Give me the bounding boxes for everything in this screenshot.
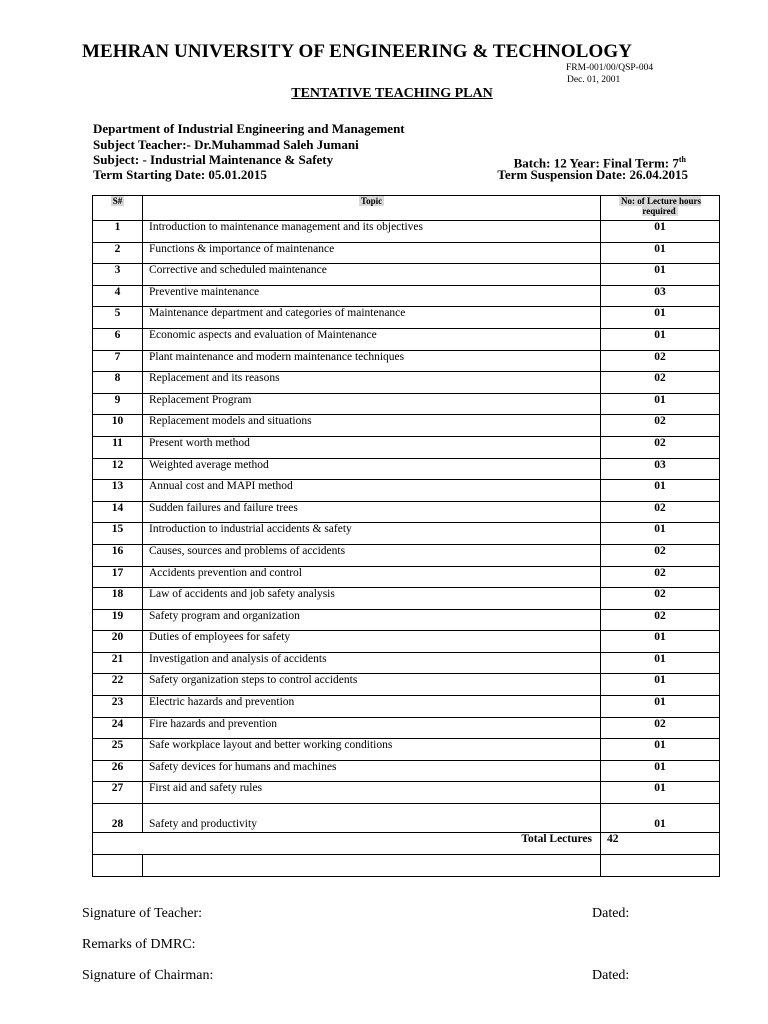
table-row: [93, 739, 720, 761]
row-hours: 01: [601, 221, 720, 243]
row-hours: 02: [601, 609, 720, 631]
row-sno: 24: [93, 717, 143, 739]
total-lectures-value: 42: [601, 833, 720, 855]
table-row: [93, 264, 720, 286]
row-hours: 02: [601, 544, 720, 566]
row-sno: 3: [93, 264, 143, 286]
row-topic: Corrective and scheduled maintenance: [143, 264, 601, 286]
dated-label-teacher: Dated:: [592, 906, 630, 921]
row-hours: 01: [601, 631, 720, 653]
row-topic: First aid and safety rules: [143, 782, 601, 804]
row-topic: Preventive maintenance: [143, 285, 601, 307]
row-hours: 01: [601, 760, 720, 782]
row-sno: 22: [93, 674, 143, 696]
row-hours: 02: [601, 501, 720, 523]
row-topic: Replacement and its reasons: [143, 372, 601, 394]
row-hours: 02: [601, 350, 720, 372]
row-topic: Safety and productivity: [143, 804, 601, 833]
table-row: [93, 393, 720, 415]
row-topic: Duties of employees for safety: [143, 631, 601, 653]
row-hours: 02: [601, 415, 720, 437]
row-sno: 2: [93, 242, 143, 264]
row-hours: 01: [601, 328, 720, 350]
row-hours: 02: [601, 436, 720, 458]
row-sno: 7: [93, 350, 143, 372]
row-sno: 13: [93, 480, 143, 502]
table-row: [93, 501, 720, 523]
table-row: [93, 328, 720, 350]
row-hours: 03: [601, 458, 720, 480]
row-topic: Annual cost and MAPI method: [143, 480, 601, 502]
row-sno: 5: [93, 307, 143, 329]
table-row: [93, 480, 720, 502]
table-row: [93, 544, 720, 566]
row-topic: Causes, sources and problems of accidents: [143, 544, 601, 566]
empty-topic-cell: [143, 854, 601, 876]
row-topic: Maintenance department and categories of maintenance: [143, 307, 601, 329]
row-topic: Law of accidents and job safety analysis: [143, 588, 601, 610]
term-start-date: Term Starting Date: 05.01.2015: [93, 167, 267, 182]
row-sno: 4: [93, 285, 143, 307]
row-topic: Functions & importance of maintenance: [143, 242, 601, 264]
table-row: [93, 804, 720, 833]
row-topic: Weighted average method: [143, 458, 601, 480]
header-sno-label: S#: [112, 196, 123, 206]
table-body: [93, 221, 720, 877]
row-hours: 01: [601, 242, 720, 264]
table-row: [93, 696, 720, 718]
header-topic-label: Topic: [360, 196, 383, 206]
chairman-signature-label: Signature of Chairman:: [82, 968, 214, 983]
row-topic: Electric hazards and prevention: [143, 696, 601, 718]
table-row: [93, 350, 720, 372]
row-sno: 16: [93, 544, 143, 566]
teacher-signature-label: Signature of Teacher:: [82, 906, 203, 921]
table-row: [93, 609, 720, 631]
term-superscript: th: [678, 155, 686, 164]
university-title: MEHRAN UNIVERSITY OF ENGINEERING & TECHNOLOGY: [82, 41, 633, 62]
row-sno: 27: [93, 782, 143, 804]
row-sno: 19: [93, 609, 143, 631]
row-hours: 01: [601, 264, 720, 286]
term-suspension-date: Term Suspension Date: 26.04.2015: [497, 167, 688, 182]
form-code: FRM-001/00/QSP-004: [566, 63, 654, 73]
dated-label-chairman: Dated:: [592, 968, 630, 983]
row-hours: 02: [601, 566, 720, 588]
row-topic: Investigation and analysis of accidents: [143, 652, 601, 674]
table-row: [93, 458, 720, 480]
row-topic: Plant maintenance and modern maintenance techniques: [143, 350, 601, 372]
form-reference: [566, 62, 653, 86]
table-row: [93, 566, 720, 588]
table-header-row: [93, 196, 720, 221]
table-row: [93, 652, 720, 674]
row-hours: 02: [601, 372, 720, 394]
row-hours: 01: [601, 393, 720, 415]
row-sno: 11: [93, 436, 143, 458]
header-sno: [93, 196, 143, 221]
row-topic: Safety organization steps to control accidents: [143, 674, 601, 696]
row-topic: Replacement models and situations: [143, 415, 601, 437]
table-row: [93, 717, 720, 739]
row-hours: 01: [601, 652, 720, 674]
total-lectures-label: Total Lectures: [93, 833, 601, 855]
dmrc-remarks-label: Remarks of DMRC:: [82, 937, 196, 952]
row-sno: 15: [93, 523, 143, 545]
row-sno: 26: [93, 760, 143, 782]
row-hours: 02: [601, 588, 720, 610]
subject-teacher: Subject Teacher:- Dr.Muhammad Saleh Jumani: [93, 137, 359, 152]
row-topic: Present worth method: [143, 436, 601, 458]
table-row: [93, 307, 720, 329]
row-topic: Introduction to maintenance management and its objectives: [143, 221, 601, 243]
teaching-plan-table: [92, 195, 720, 877]
department-name: Department of Industrial Engineering and Management: [93, 121, 405, 136]
table-row: [93, 674, 720, 696]
row-sno: 18: [93, 588, 143, 610]
row-topic: Fire hazards and prevention: [143, 717, 601, 739]
row-topic: Safe workplace layout and better working conditions: [143, 739, 601, 761]
row-hours: 01: [601, 739, 720, 761]
row-sno: 1: [93, 221, 143, 243]
row-topic: Economic aspects and evaluation of Maintenance: [143, 328, 601, 350]
row-hours: 02: [601, 717, 720, 739]
form-date: Dec. 01, 2001: [567, 75, 621, 85]
row-sno: 9: [93, 393, 143, 415]
table-row: [93, 760, 720, 782]
plan-title: TENTATIVE TEACHING PLAN: [291, 86, 493, 101]
row-hours: 01: [601, 696, 720, 718]
table-row: [93, 631, 720, 653]
table-row: [93, 285, 720, 307]
subject-name: Subject: - Industrial Maintenance & Safety: [93, 152, 334, 167]
header-hours-label: No: of Lecture hours required: [620, 196, 702, 216]
empty-sno-cell: [93, 854, 143, 876]
row-topic: Introduction to industrial accidents & safety: [143, 523, 601, 545]
row-hours: 03: [601, 285, 720, 307]
row-sno: 25: [93, 739, 143, 761]
row-hours: 01: [601, 782, 720, 804]
row-topic: Replacement Program: [143, 393, 601, 415]
table-row: [93, 588, 720, 610]
row-topic: Safety program and organization: [143, 609, 601, 631]
header-hours: [601, 196, 720, 221]
table-row: [93, 523, 720, 545]
row-sno: 8: [93, 372, 143, 394]
row-sno: 6: [93, 328, 143, 350]
row-topic: Accidents prevention and control: [143, 566, 601, 588]
row-sno: 28: [93, 804, 143, 833]
row-topic: Safety devices for humans and machines: [143, 760, 601, 782]
row-hours: 01: [601, 804, 720, 833]
table-row: [93, 415, 720, 437]
table-row: [93, 242, 720, 264]
row-sno: 12: [93, 458, 143, 480]
row-sno: 10: [93, 415, 143, 437]
table-row: [93, 782, 720, 804]
row-sno: 21: [93, 652, 143, 674]
row-sno: 20: [93, 631, 143, 653]
header-topic: [143, 196, 601, 221]
empty-hours-cell: [601, 854, 720, 876]
row-sno: 23: [93, 696, 143, 718]
row-hours: 01: [601, 523, 720, 545]
total-row: [93, 833, 720, 855]
empty-row: [93, 854, 720, 876]
row-sno: 17: [93, 566, 143, 588]
row-hours: 01: [601, 307, 720, 329]
row-hours: 01: [601, 674, 720, 696]
table-row: [93, 436, 720, 458]
row-topic: Sudden failures and failure trees: [143, 501, 601, 523]
row-hours: 01: [601, 480, 720, 502]
table-row: [93, 221, 720, 243]
batch-text: Batch: 12 Year: Final Term: 7: [513, 155, 679, 171]
row-sno: 14: [93, 501, 143, 523]
table-row: [93, 372, 720, 394]
